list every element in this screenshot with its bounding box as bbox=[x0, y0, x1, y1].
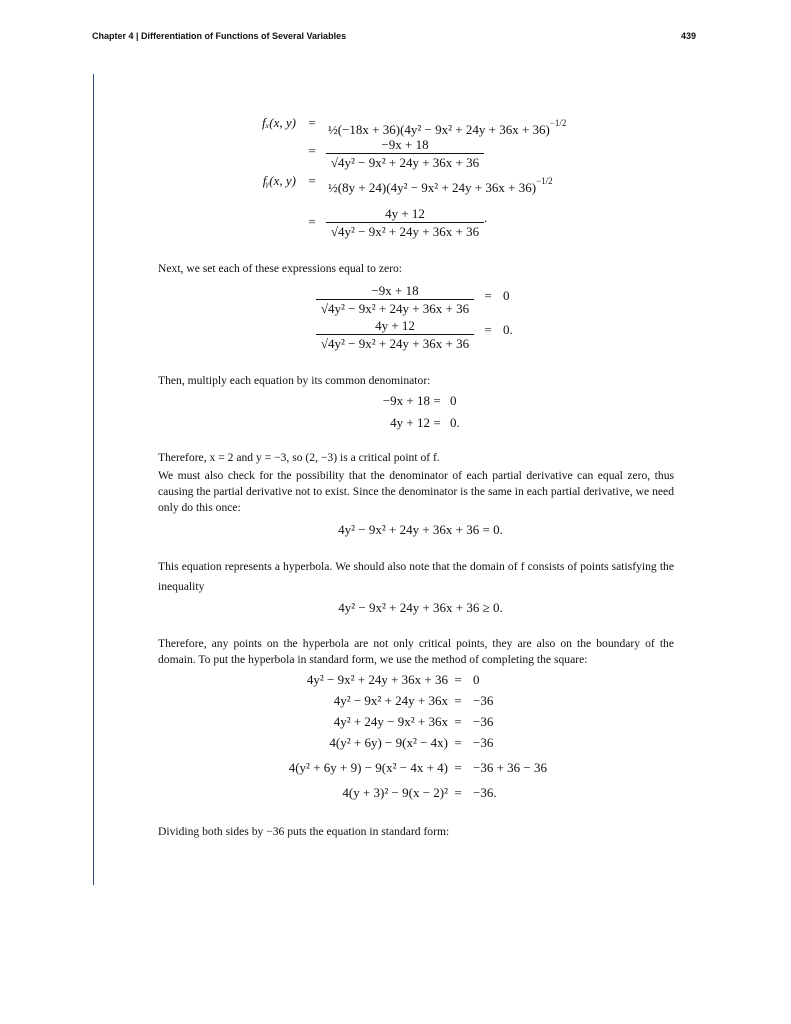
domain-inequality: 4y² − 9x² + 24y + 36x + 36 ≥ 0. bbox=[338, 600, 503, 615]
step-rhs: −36 + 36 − 36 bbox=[473, 760, 547, 775]
step-lhs: 4y² + 24y − 9x² + 36x bbox=[333, 714, 448, 729]
page-number: 439 bbox=[681, 31, 697, 41]
paragraph: We must also check for the possibility that the denominator of each partial derivative can equal zero, thus causing the partial derivative not to exist. Since the denominator is the same in each partial derivative, we need only do this once: bbox=[158, 469, 674, 514]
step-rhs: −36. bbox=[473, 785, 497, 800]
denominator: √4y² − 9x² + 24y + 36x + 36 bbox=[320, 301, 470, 316]
equation-rhs: 0 bbox=[450, 393, 457, 408]
equals: = bbox=[454, 735, 462, 750]
equals: = bbox=[308, 115, 316, 130]
equation-lhs: 4y + 12 bbox=[390, 415, 430, 430]
denominator: √4y² − 9x² + 24y + 36x + 36 bbox=[320, 336, 470, 351]
fy-rhs bbox=[328, 173, 553, 196]
denominator-equation: 4y² − 9x² + 24y + 36x + 36 = 0. bbox=[338, 522, 503, 537]
rhs: 0 bbox=[503, 288, 510, 303]
step-rhs: −36 bbox=[473, 714, 494, 729]
equals: = bbox=[484, 322, 492, 337]
equals: = bbox=[308, 143, 316, 158]
step-lhs: 4(y² + 6y + 9) − 9(x² − 4x + 4) bbox=[288, 760, 448, 775]
paragraph: Then, multiply each equation by its common denominator: bbox=[158, 374, 431, 387]
step-lhs: 4y² − 9x² + 24y + 36x bbox=[333, 693, 448, 708]
equals: = bbox=[308, 173, 316, 188]
paragraph: Therefore, x = 2 and y = −3, so (2, −3) is a critical point of f. bbox=[158, 451, 440, 464]
paragraph: This equation represents a hyperbola. We should also note that the domain of f consists of points satisfying the inequality bbox=[158, 560, 674, 593]
numerator: −9x + 18 bbox=[316, 283, 474, 300]
denominator: √4y² − 9x² + 24y + 36x + 36 bbox=[330, 155, 480, 170]
paragraph: Therefore, any points on the hyperbola are not only critical points, they are also on the boundary of the domain. To put the hyperbola in standard form, we use the method of completing the square: bbox=[158, 637, 674, 666]
step-lhs: 4(y² + 6y) − 9(x² − 4x) bbox=[329, 735, 448, 750]
equals: = bbox=[454, 760, 462, 775]
equals: = bbox=[433, 415, 441, 430]
fy-fraction bbox=[326, 206, 484, 240]
step-rhs: 0 bbox=[473, 672, 480, 687]
fx-fraction bbox=[326, 137, 484, 171]
step-lhs: 4(y + 3)² − 9(x − 2)² bbox=[342, 785, 448, 800]
equals: = bbox=[454, 672, 462, 687]
fy-lhs: fᵧ(x, y) bbox=[262, 173, 296, 188]
step-lhs: 4y² − 9x² + 24y + 36x + 36 bbox=[306, 672, 448, 687]
fx-expression: ½(−18x + 36)(4y² − 9x² + 24y + 36x + 36) bbox=[328, 122, 550, 137]
step-rhs: −36 bbox=[473, 693, 494, 708]
equals: = bbox=[308, 214, 316, 229]
fy-fraction-zero bbox=[316, 318, 474, 352]
numerator: −9x + 18 bbox=[326, 137, 484, 154]
equals: = bbox=[484, 288, 492, 303]
rhs: 0. bbox=[503, 322, 513, 337]
chapter-header: Chapter 4 | Differentiation of Functions of Several Variables bbox=[92, 31, 347, 41]
equals: = bbox=[454, 785, 462, 800]
paragraph: Next, we set each of these expressions equal to zero: bbox=[158, 262, 403, 275]
numerator: 4y + 12 bbox=[316, 318, 474, 335]
equals: = bbox=[454, 714, 462, 729]
margin-rule bbox=[93, 74, 94, 885]
exponent: −1/2 bbox=[549, 118, 567, 128]
denominator: √4y² − 9x² + 24y + 36x + 36 bbox=[330, 224, 480, 239]
paragraph: Dividing both sides by −36 puts the equation in standard form: bbox=[158, 825, 450, 838]
period: . bbox=[484, 210, 488, 225]
fx-fraction-zero bbox=[316, 283, 474, 317]
equals: = bbox=[454, 693, 462, 708]
exponent: −1/2 bbox=[536, 176, 553, 186]
fy-expression: ½(8y + 24)(4y² − 9x² + 24y + 36x + 36) bbox=[328, 180, 537, 195]
step-rhs: −36 bbox=[473, 735, 494, 750]
fx-rhs bbox=[328, 115, 566, 138]
equation-rhs: 0. bbox=[450, 415, 460, 430]
numerator: 4y + 12 bbox=[326, 206, 484, 223]
fx-lhs: fₓ(x, y) bbox=[261, 115, 296, 130]
equals: = bbox=[433, 393, 441, 408]
equation-lhs: −9x + 18 bbox=[382, 393, 430, 408]
